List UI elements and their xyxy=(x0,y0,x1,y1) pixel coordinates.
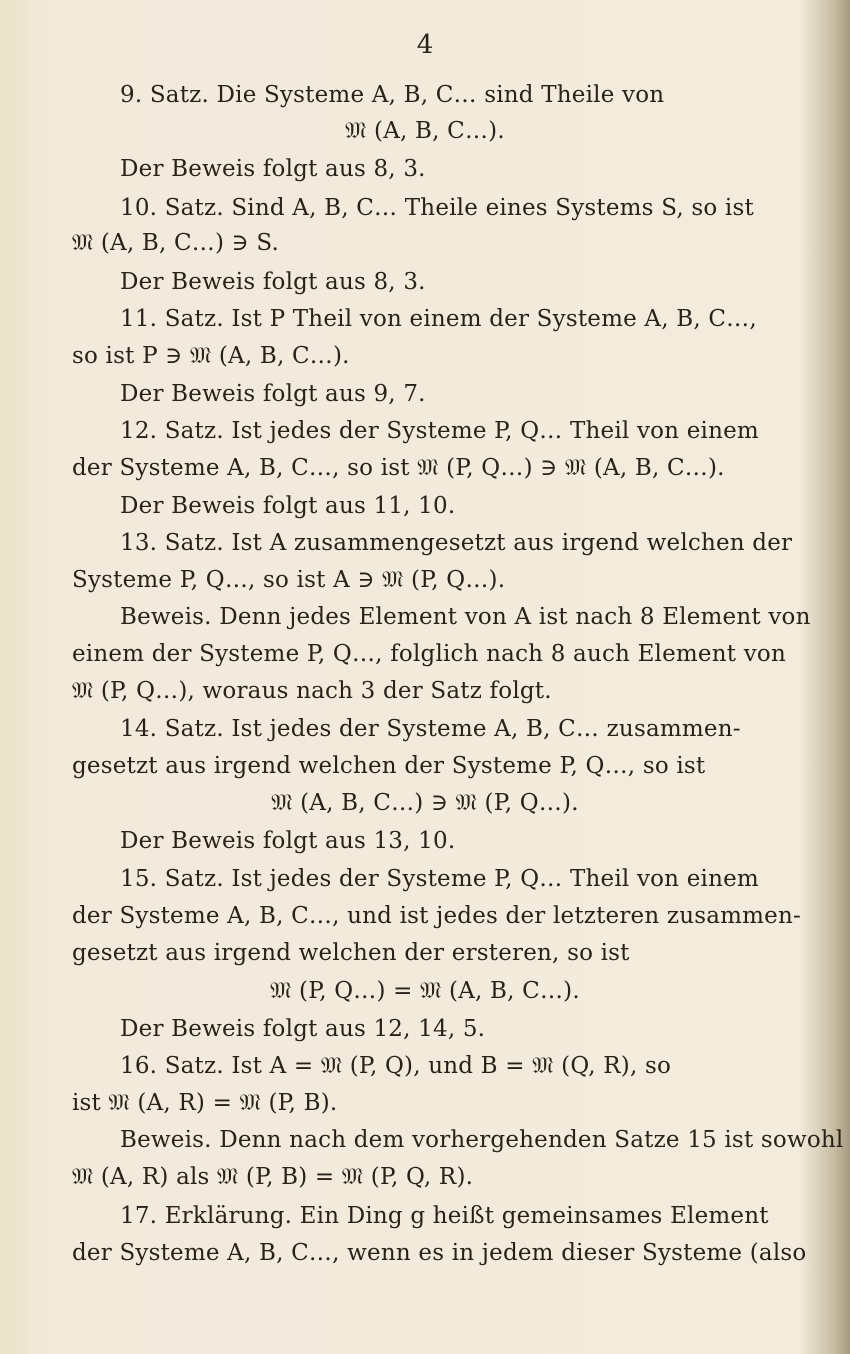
formula-line: 𝔐 (P, Q…) = 𝔐 (A, B, C…). xyxy=(270,978,580,1004)
text-line: 𝔐 (P, Q…), woraus nach 3 der Satz folgt. xyxy=(72,678,552,704)
text-line: 17. Erklärung. Ein Ding g heißt gemeinsames Element xyxy=(120,1203,769,1229)
text-line: gesetzt aus irgend welchen der Systeme P, Q…, so ist xyxy=(72,753,706,779)
text-line: der Systeme A, B, C…, wenn es in jedem dieser Systeme (also xyxy=(72,1240,807,1266)
text-line: Der Beweis folgt aus 11, 10. xyxy=(120,493,456,519)
text-line: 𝔐 (A, R) als 𝔐 (P, B) = 𝔐 (P, Q, R). xyxy=(72,1164,474,1190)
text-line: 15. Satz. Ist jedes der Systeme P, Q… Theil von einem xyxy=(120,866,759,892)
text-line: 14. Satz. Ist jedes der Systeme A, B, C… zusammen- xyxy=(120,716,741,742)
text-line: einem der Systeme P, Q…, folglich nach 8 auch Element von xyxy=(72,641,786,667)
page-number: 4 xyxy=(416,30,434,60)
text-line: Systeme P, Q…, so ist A ∋ 𝔐 (P, Q…). xyxy=(72,567,506,593)
text-line: 9. Satz. Die Systeme A, B, C… sind Theile von xyxy=(120,82,665,108)
text-line: so ist P ∋ 𝔐 (A, B, C…). xyxy=(72,343,350,369)
text-line: Beweis. Denn jedes Element von A ist nach 8 Element von xyxy=(120,604,811,630)
text-line: Der Beweis folgt aus 8, 3. xyxy=(120,269,426,295)
text-line: gesetzt aus irgend welchen der ersteren, so ist xyxy=(72,940,630,966)
text-line: 16. Satz. Ist A = 𝔐 (P, Q), und B = 𝔐 (Q, R), so xyxy=(120,1053,672,1079)
text-line: der Systeme A, B, C…, so ist 𝔐 (P, Q…) ∋ 𝔐 (A, B, C…). xyxy=(72,455,725,481)
text-line: 11. Satz. Ist P Theil von einem der Systeme A, B, C…, xyxy=(120,306,757,332)
text-line: 13. Satz. Ist A zusammengesetzt aus irgend welchen der xyxy=(120,530,793,556)
formula-line: 𝔐 (A, B, C…) ∋ 𝔐 (P, Q…). xyxy=(271,790,579,816)
text-line: 10. Satz. Sind A, B, C… Theile eines Systems S, so ist xyxy=(120,195,754,221)
text-line: Der Beweis folgt aus 13, 10. xyxy=(120,828,456,854)
text-line: Der Beweis folgt aus 12, 14, 5. xyxy=(120,1016,486,1042)
text-line: ist 𝔐 (A, R) = 𝔐 (P, B). xyxy=(72,1090,338,1116)
text-line: Beweis. Denn nach dem vorhergehenden Satze 15 ist sowohl xyxy=(120,1127,844,1153)
text-line: 𝔐 (A, B, C…) ∋ S. xyxy=(72,230,280,256)
text-line: der Systeme A, B, C…, und ist jedes der letzteren zusammen- xyxy=(72,903,801,929)
text-line: Der Beweis folgt aus 9, 7. xyxy=(120,381,426,407)
formula-line: 𝔐 (A, B, C…). xyxy=(345,118,505,144)
text-line: 12. Satz. Ist jedes der Systeme P, Q… Theil von einem xyxy=(120,418,759,444)
text-line: Der Beweis folgt aus 8, 3. xyxy=(120,156,426,182)
